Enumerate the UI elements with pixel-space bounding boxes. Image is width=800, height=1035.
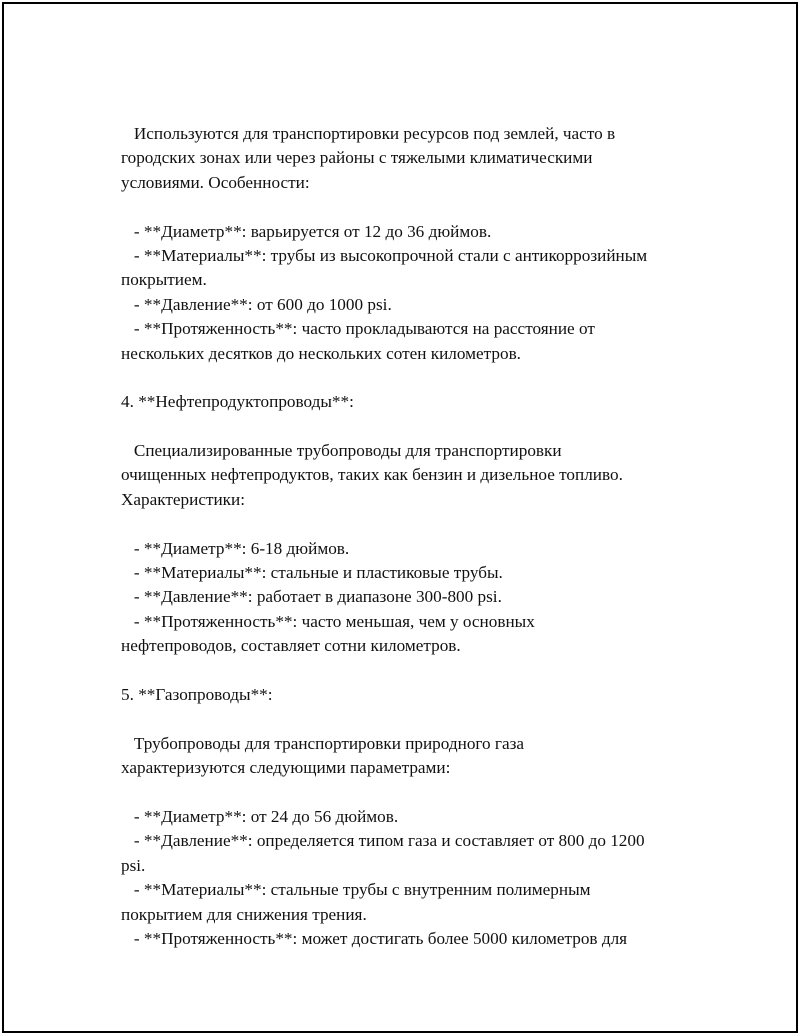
section-heading: 4. **Нефтепродуктопроводы**: [121,392,354,412]
blank-line [121,195,701,219]
list-item-pressure: - **Давление**: определяется типом газа и составляет от 800 до 1200 [121,831,645,851]
text-line: покрытием для снижения трения. [121,904,367,924]
text-line: нескольких десятков до нескольких сотен километров. [121,343,521,363]
blank-line [121,512,701,536]
text-line: нефтепроводов, составляет сотни километров. [121,636,461,656]
list-item-length: - **Протяженность**: часто меньшая, чем у основных [121,611,535,631]
list-item-materials: - **Материалы**: стальные трубы с внутренним полимерным [121,880,591,900]
list-item-diameter: - **Диаметр**: 6-18 дюймов. [121,538,350,558]
blank-line [121,707,701,731]
page-frame [2,2,798,1033]
blank-line [121,781,701,805]
blank-line [121,366,701,390]
blank-line [121,659,701,683]
text-line: Трубопроводы для транспортировки природного газа [121,733,525,753]
section-heading: 5. **Газопроводы**: [121,684,273,704]
text-line: очищенных нефтепродуктов, таких как бензин и дизельное топливо. [121,465,623,485]
text-line: Специализированные трубопроводы для транспортировки [121,441,562,461]
text-line: psi. [121,855,146,875]
list-item-pressure: - **Давление**: работает в диапазоне 300-800 psi. [121,587,502,607]
list-item-materials: - **Материалы**: трубы из высокопрочной стали с антикоррозийным [121,245,648,265]
list-item-diameter: - **Диаметр**: варьируется от 12 до 36 дюймов. [121,221,492,241]
text-line: городских зонах или через районы с тяжелыми климатическими [121,148,593,168]
blank-line [121,415,701,439]
list-item-length: - **Протяженность**: часто прокладываются на расстояние от [121,319,595,339]
list-item-pressure: - **Давление**: от 600 до 1000 psi. [121,294,392,314]
text-line: Используются для транспортировки ресурсов под землей, часто в [121,124,616,143]
text-line: условиями. Особенности: [121,172,310,192]
document-body [121,122,701,951]
list-item-materials: - **Материалы**: стальные и пластиковые трубы. [121,563,503,583]
text-line: покрытием. [121,270,207,290]
list-item-length: - **Протяженность**: может достигать более 5000 километров для [121,928,628,948]
text-line: Характеристики: [121,489,245,509]
list-item-diameter: - **Диаметр**: от 24 до 56 дюймов. [121,806,399,826]
text-line: характеризуются следующими параметрами: [121,758,451,778]
